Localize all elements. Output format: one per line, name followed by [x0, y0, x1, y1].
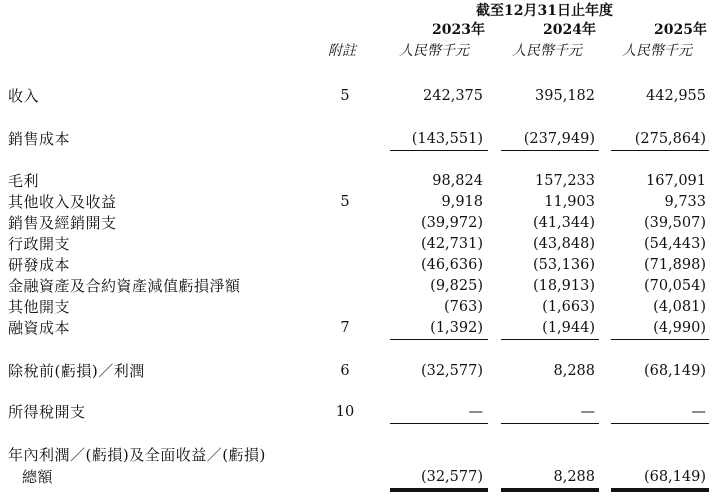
row-note-other-income: 5: [340, 194, 350, 210]
value-rnd-2024: (53,136): [532, 257, 595, 273]
double-underline-total-2025: [611, 488, 709, 492]
value-admin-2024: (43,848): [532, 236, 595, 252]
value-total-2025: (68,149): [643, 469, 706, 485]
unit-header-2024: 人民幣千元: [512, 43, 582, 59]
row-label-finance-costs: 融資成本: [8, 319, 71, 337]
underline-tax-2023: [390, 423, 488, 424]
value-gross-profit-2025: 167,091: [646, 173, 706, 189]
row-note-profit-before-tax: 6: [340, 363, 350, 379]
value-gross-profit-2023: 98,824: [432, 173, 483, 189]
row-label-income-tax: 所得稅開支: [8, 403, 86, 421]
value-tax-2025: —: [691, 404, 706, 420]
row-label-gross-profit: 毛利: [8, 172, 40, 190]
value-selling-2025: (39,507): [643, 215, 706, 231]
year-header-2025: 2025年: [654, 22, 707, 38]
row-label-total-comprehensive: 年內利潤／(虧損)及全面收益／(虧損): [8, 446, 266, 464]
row-label-other-expenses: 其他開支: [8, 298, 71, 316]
value-revenue-2023: 242,375: [423, 88, 483, 104]
underline-cost-2024: [501, 150, 599, 151]
value-revenue-2025: 442,955: [646, 88, 706, 104]
underline-cost-2025: [611, 150, 709, 151]
value-total-2024: 8,288: [553, 469, 595, 485]
value-cost-of-sales-2024: (237,949): [523, 131, 595, 147]
value-revenue-2024: 395,182: [535, 88, 595, 104]
value-other-income-2025: 9,733: [664, 194, 706, 210]
underline-finance-2025: [611, 339, 709, 340]
value-other-expenses-2025: (4,081): [653, 299, 706, 315]
value-rnd-2025: (71,898): [643, 257, 706, 273]
row-note-income-tax: 10: [335, 404, 355, 420]
value-selling-2023: (39,972): [420, 215, 483, 231]
row-label-cost-of-sales: 銷售成本: [8, 130, 71, 148]
double-underline-total-2024: [501, 488, 599, 492]
underline-tax-2025: [611, 423, 709, 424]
value-selling-2024: (41,344): [532, 215, 595, 231]
value-other-income-2023: 9,918: [441, 194, 483, 210]
underline-tax-2024: [501, 423, 599, 424]
underline-finance-2024: [501, 339, 599, 340]
period-header: 截至12月31日止年度: [476, 3, 613, 19]
value-other-income-2024: 11,903: [544, 194, 595, 210]
unit-header-2023: 人民幣千元: [399, 43, 469, 59]
note-column-header: 附註: [328, 43, 356, 59]
value-finance-2023: (1,392): [430, 320, 483, 336]
row-label-other-income: 其他收入及收益: [8, 193, 117, 211]
value-pbt-2024: 8,288: [553, 363, 595, 379]
underline-cost-2023: [390, 150, 488, 151]
value-pbt-2023: (32,577): [420, 363, 483, 379]
value-other-expenses-2023: (763): [444, 299, 483, 315]
value-impairment-2025: (70,054): [643, 278, 706, 294]
year-header-2023: 2023年: [432, 22, 485, 38]
value-tax-2024: —: [580, 404, 595, 420]
value-pbt-2025: (68,149): [643, 363, 706, 379]
value-admin-2025: (54,443): [643, 236, 706, 252]
row-label-rnd-costs: 研發成本: [8, 256, 71, 274]
value-cost-of-sales-2025: (275,864): [634, 131, 706, 147]
row-note-revenue: 5: [340, 88, 350, 104]
value-gross-profit-2024: 157,233: [535, 173, 595, 189]
row-label-impairment-losses: 金融資產及合約資產減值虧損淨額: [8, 277, 241, 295]
value-total-2023: (32,577): [420, 469, 483, 485]
value-finance-2024: (1,944): [542, 320, 595, 336]
row-label-profit-before-tax: 除稅前(虧損)／利潤: [8, 362, 145, 380]
value-impairment-2023: (9,825): [430, 278, 483, 294]
value-impairment-2024: (18,913): [532, 278, 595, 294]
row-label-total-comprehensive-line2: 總額: [22, 468, 54, 486]
year-header-2024: 2024年: [543, 22, 596, 38]
value-tax-2023: —: [468, 404, 483, 420]
row-note-finance-costs: 7: [340, 320, 350, 336]
underline-finance-2023: [390, 339, 488, 340]
double-underline-total-2023: [390, 488, 488, 492]
value-cost-of-sales-2023: (143,551): [411, 131, 483, 147]
row-label-revenue: 收入: [8, 87, 40, 105]
row-label-selling-expenses: 銷售及經銷開支: [8, 214, 117, 232]
value-other-expenses-2024: (1,663): [542, 299, 595, 315]
value-finance-2025: (4,990): [653, 320, 706, 336]
value-admin-2023: (42,731): [420, 236, 483, 252]
unit-header-2025: 人民幣千元: [622, 43, 692, 59]
row-label-admin-expenses: 行政開支: [8, 235, 71, 253]
value-rnd-2023: (46,636): [420, 257, 483, 273]
